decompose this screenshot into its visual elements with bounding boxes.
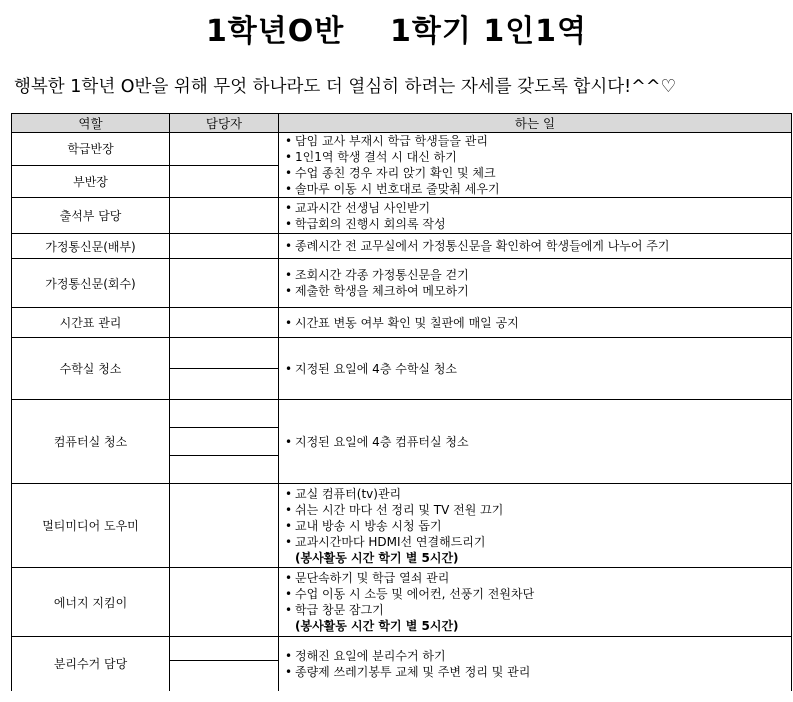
- list-item: • 교과시간마다 HDMI선 연결해드리기: [285, 534, 486, 549]
- role-cell: 가정통신문(회수): [12, 259, 170, 308]
- role-cell: 컴퓨터실 청소: [12, 400, 170, 484]
- list-item: • 수업 종친 경우 자리 앉기 확인 및 체크: [285, 166, 496, 180]
- duty-cell: [279, 308, 792, 338]
- list-item: • 지정된 요일에 4층 수학실 청소: [285, 361, 457, 376]
- title-class: 1학년O반: [205, 14, 345, 49]
- duty-list: [285, 486, 791, 566]
- list-item: • 쉬는 시간 마다 선 정리 및 TV 전원 끄기: [285, 502, 504, 517]
- list-item: • 교과시간 선생님 사인받기: [285, 200, 431, 215]
- table-row: [12, 259, 792, 308]
- assignee-cell[interactable]: [170, 234, 279, 259]
- assignee-cell[interactable]: [170, 456, 279, 484]
- duty-list: [285, 200, 791, 232]
- assignee-cell[interactable]: [170, 259, 279, 308]
- header-role: 역할: [12, 114, 170, 133]
- role-cell: 시간표 관리: [12, 308, 170, 338]
- header-assignee: 담당자: [170, 114, 279, 133]
- table-row: [12, 133, 792, 166]
- list-item: • 학급회의 진행시 회의록 작성: [285, 216, 446, 231]
- duty-list: [285, 267, 791, 299]
- table-row: [12, 308, 792, 338]
- duty-cell: [279, 568, 792, 637]
- assignee-cell[interactable]: [170, 308, 279, 338]
- role-cell: 에너지 지킴이: [12, 568, 170, 637]
- table-row: [12, 637, 792, 661]
- duty-cell: [279, 234, 792, 259]
- role-cell: 분리수거 담당: [12, 637, 170, 691]
- roles-table: [11, 113, 792, 691]
- volunteer-note: (봉사활동 시간 학기 별 5시간): [295, 550, 459, 565]
- volunteer-note: (봉사활동 시간 학기 별 5시간): [295, 619, 459, 633]
- assignee-cell[interactable]: [170, 568, 279, 637]
- list-item: • 지정된 요일에 4층 컴퓨터실 청소: [285, 434, 469, 449]
- assignee-cell[interactable]: [170, 661, 279, 691]
- duty-list: [285, 648, 791, 680]
- duty-list: [285, 133, 791, 197]
- duty-list: [285, 570, 791, 634]
- role-cell: 부반장: [12, 165, 170, 198]
- role-cell: 가정통신문(배부): [12, 234, 170, 259]
- list-item: • 수업 이동 시 소등 및 에어컨, 선풍기 전원차단: [285, 587, 535, 601]
- list-item: • 교내 방송 시 방송 시청 돕기: [285, 518, 442, 533]
- table-row: [12, 484, 792, 568]
- duty-cell: [279, 259, 792, 308]
- table-row: [12, 568, 792, 637]
- assignee-cell[interactable]: [170, 637, 279, 661]
- role-cell: 수학실 청소: [12, 338, 170, 400]
- table-row: [12, 400, 792, 428]
- table-header-row: [12, 114, 792, 133]
- duty-cell: [279, 484, 792, 568]
- list-item: • 1인1역 학생 결석 시 대신 하기: [285, 150, 457, 164]
- duty-cell: [279, 400, 792, 484]
- assignee-cell[interactable]: [170, 198, 279, 234]
- list-item: • 솔마루 이동 시 번호대로 줄맞춰 세우기: [285, 182, 500, 196]
- list-item: • 담임 교사 부재시 학급 학생들을 관리: [285, 134, 488, 148]
- duty-cell: [279, 198, 792, 234]
- role-cell: 출석부 담당: [12, 198, 170, 234]
- table-row: [12, 198, 792, 234]
- duty-cell: [279, 133, 792, 198]
- duty-list: [285, 238, 791, 254]
- role-cell: 학급반장: [12, 133, 170, 166]
- list-item: • 교실 컴퓨터(tv)관리: [285, 486, 402, 501]
- list-item: • 시간표 변동 여부 확인 및 칠판에 매일 공지: [285, 315, 519, 330]
- list-item: • 학급 창문 잠그기: [285, 603, 384, 617]
- list-item: • 정해진 요일에 분리수거 하기: [285, 648, 446, 663]
- duty-list: [285, 361, 791, 377]
- title-semester: 1학기 1인1역: [390, 14, 588, 49]
- header-duty: 하는 일: [279, 114, 792, 133]
- assignee-cell[interactable]: [170, 165, 279, 198]
- table-row: [12, 234, 792, 259]
- duty-list: [285, 315, 791, 331]
- subtitle: 행복한 1학년 O반을 위해 무엇 하나라도 더 열심히 하려는 자세를 갖도록 합시다!^^♡: [14, 77, 677, 97]
- list-item: • 문단속하기 및 학급 열쇠 관리: [285, 571, 450, 585]
- assignee-cell[interactable]: [170, 133, 279, 166]
- page-title: [0, 6, 793, 50]
- duty-list: [285, 434, 791, 450]
- table-row: [12, 338, 792, 369]
- assignee-cell[interactable]: [170, 369, 279, 400]
- list-item: • 종례시간 전 교무실에서 가정통신문을 확인하여 학생들에게 나누어 주기: [285, 239, 670, 253]
- list-item: • 제출한 학생을 체크하여 메모하기: [285, 284, 469, 298]
- assignee-cell[interactable]: [170, 484, 279, 568]
- duty-cell: [279, 338, 792, 400]
- duty-cell: [279, 637, 792, 691]
- list-item: • 종량제 쓰레기봉투 교체 및 주변 정리 및 관리: [285, 664, 531, 679]
- assignee-cell[interactable]: [170, 400, 279, 428]
- assignee-cell[interactable]: [170, 428, 279, 456]
- list-item: • 조회시간 각종 가정통신문을 걷기: [285, 268, 469, 282]
- role-cell: 멀티미디어 도우미: [12, 484, 170, 568]
- assignee-cell[interactable]: [170, 338, 279, 369]
